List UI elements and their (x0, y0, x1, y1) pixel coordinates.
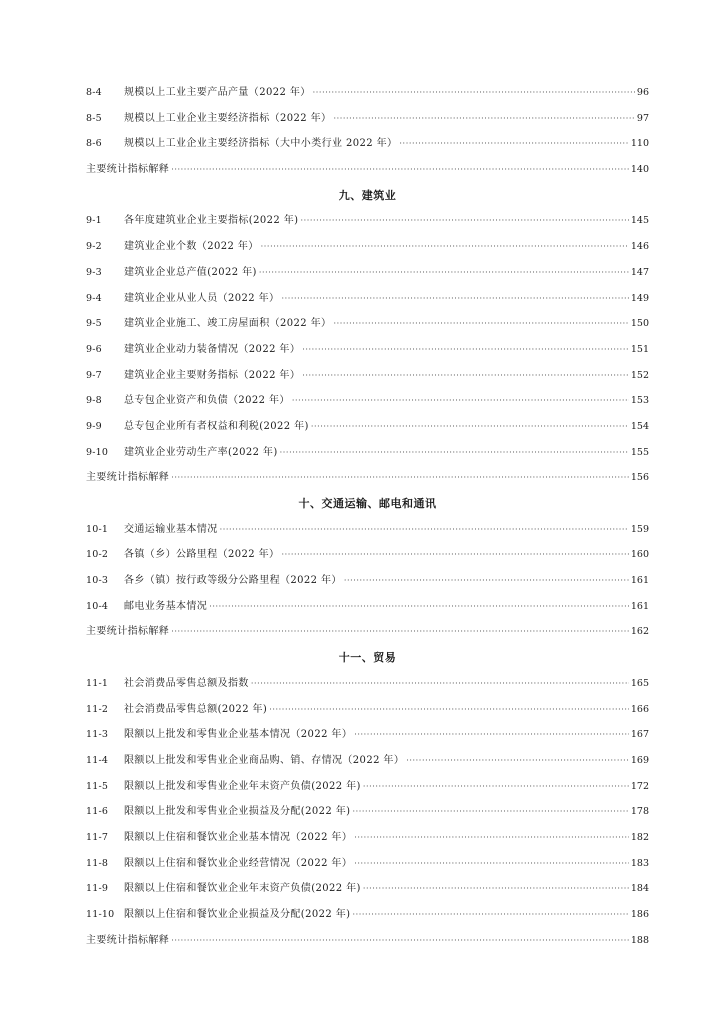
toc-entry[interactable] (86, 825, 649, 851)
entry-page-number: 160 (630, 549, 649, 561)
entry-page-number: 167 (630, 729, 649, 741)
entry-title: 各乡（镇）按行政等级分公路里程（2022 年） (124, 575, 342, 587)
dot-leader (261, 234, 629, 260)
entry-page-number: 146 (630, 241, 649, 253)
dot-leader (302, 363, 629, 389)
toc-entry[interactable] (86, 388, 649, 414)
toc-entry[interactable] (86, 542, 649, 568)
entry-number: 10-3 (86, 575, 109, 587)
entry-page-number: 96 (636, 87, 649, 98)
entry-number: 9-3 (86, 266, 102, 278)
toc-entry[interactable] (86, 722, 649, 748)
toc-entry[interactable] (86, 260, 649, 286)
entry-title: 建筑业企业个数（2022 年） (124, 241, 259, 253)
entry-title: 限额以上住宿和餐饮业企业基本情况（2022 年） (124, 831, 353, 843)
entry-page-number: 152 (630, 369, 649, 381)
entry-title: 建筑业企业总产值(2022 年) (124, 266, 257, 278)
entry-page-number: 97 (636, 112, 649, 124)
entry-page-number: 156 (630, 472, 649, 484)
dot-leader (354, 851, 629, 877)
toc-entry[interactable] (86, 928, 649, 954)
entry-title: 主要统计指标解释 (86, 934, 170, 946)
entry-number: 11-5 (86, 780, 109, 792)
entry-title: 限额以上住宿和餐饮业企业经营情况（2022 年） (124, 857, 353, 869)
toc-entry[interactable] (86, 851, 649, 877)
toc-entry[interactable] (86, 311, 649, 337)
toc-entry[interactable] (86, 106, 649, 132)
entry-page-number: 154 (630, 420, 649, 432)
toc-entry[interactable] (86, 80, 649, 106)
entry-page-number: 186 (630, 909, 649, 920)
toc-entry[interactable] (86, 363, 649, 389)
dot-leader (354, 722, 629, 748)
section-heading: 十、交通运输、邮电和通讯 (298, 497, 437, 510)
entry-title: 交通运输业基本情况 (124, 523, 218, 535)
entry-title: 总专包企业所有者权益和利税(2022 年) (124, 420, 309, 432)
entry-number: 10-1 (86, 523, 109, 535)
dot-leader (171, 465, 629, 491)
entry-title: 限额以上批发和零售业企业损益及分配(2022 年) (124, 806, 351, 818)
entry-page-number: 155 (630, 446, 649, 458)
entry-page-number: 165 (630, 677, 649, 689)
entry-title: 规模以上工业企业主要经济指标（2022 年） (124, 112, 332, 124)
dot-leader (354, 825, 629, 851)
entry-number: 11-9 (86, 883, 109, 895)
dot-leader (313, 80, 635, 106)
entry-page-number: 147 (630, 266, 649, 278)
dot-leader (352, 902, 628, 928)
toc-entry[interactable] (86, 337, 649, 363)
entry-page-number: 162 (630, 626, 649, 638)
entry-number: 11-4 (86, 754, 109, 766)
dot-leader (352, 799, 628, 825)
entry-number: 8-5 (86, 112, 102, 124)
entry-page-number: 145 (630, 215, 649, 227)
toc-entry[interactable] (86, 594, 649, 620)
dot-leader (363, 876, 629, 902)
dot-leader (280, 440, 629, 466)
dot-leader (292, 388, 629, 414)
dot-leader (300, 208, 628, 234)
entry-page-number: 166 (630, 703, 649, 715)
entry-number: 9-9 (86, 420, 102, 432)
toc-entry[interactable] (86, 465, 649, 491)
entry-title: 主要统计指标解释 (86, 164, 170, 176)
entry-page-number: 184 (630, 883, 649, 895)
section-heading: 十一、贸易 (338, 651, 397, 665)
dot-leader (171, 928, 629, 954)
entry-number: 9-2 (86, 241, 102, 253)
entry-title: 建筑业企业从业人员（2022 年） (124, 292, 280, 304)
entry-title: 限额以上批发和零售业企业基本情况（2022 年） (124, 729, 353, 741)
entry-number: 11-3 (86, 729, 109, 741)
entry-number: 9-10 (86, 446, 109, 458)
toc-entry[interactable] (86, 671, 649, 697)
entry-title: 主要统计指标解释 (86, 626, 170, 638)
dot-leader (333, 106, 634, 132)
entry-page-number: 183 (630, 857, 649, 869)
dot-leader (333, 311, 628, 337)
toc-entry[interactable] (86, 568, 649, 594)
toc-entry[interactable] (86, 234, 649, 260)
dot-leader (302, 337, 629, 363)
toc-entry[interactable] (86, 286, 649, 312)
dot-leader (344, 568, 629, 594)
toc-entry[interactable] (86, 131, 649, 157)
entry-title: 限额以上批发和零售业企业年末资产负债(2022 年) (124, 780, 361, 792)
entry-title: 建筑业企业动力装备情况（2022 年） (124, 343, 301, 355)
toc-entry[interactable] (86, 517, 649, 543)
entry-page-number: 182 (630, 831, 649, 843)
toc-entry[interactable] (86, 774, 649, 800)
dot-leader (259, 260, 629, 286)
dot-leader (399, 131, 628, 157)
entry-number: 9-6 (86, 343, 102, 355)
entry-number: 11-6 (86, 806, 109, 818)
entry-number: 11-2 (86, 703, 109, 715)
entry-number: 11-7 (86, 831, 109, 843)
entry-number: 11-10 (86, 909, 115, 920)
entry-page-number: 151 (630, 343, 649, 355)
entry-title: 建筑业企业劳动生产率(2022 年) (124, 446, 278, 458)
entry-page-number: 110 (630, 138, 649, 150)
toc-entry[interactable] (86, 902, 649, 928)
toc-entry[interactable] (86, 157, 649, 183)
entry-title: 社会消费品零售总额及指数 (124, 677, 249, 689)
entry-number: 8-6 (86, 138, 102, 150)
entry-number: 10-4 (86, 600, 109, 612)
toc-entry[interactable] (86, 799, 649, 825)
toc-entry[interactable] (86, 208, 649, 234)
entry-page-number: 188 (630, 934, 649, 946)
entry-number: 9-1 (86, 215, 102, 227)
toc-entry[interactable] (86, 748, 649, 774)
entry-number: 10-2 (86, 549, 109, 561)
dot-leader (209, 594, 629, 620)
dot-leader (406, 748, 629, 774)
toc-entry[interactable] (86, 414, 649, 440)
dot-leader (281, 286, 628, 312)
entry-number: 11-8 (86, 857, 109, 869)
entry-title: 限额以上住宿和餐饮业企业年末资产负债(2022 年) (124, 883, 361, 895)
dot-leader (269, 697, 629, 723)
dot-leader (251, 671, 629, 697)
entry-title: 主要统计指标解释 (86, 472, 170, 484)
entry-number: 11-1 (86, 677, 109, 689)
entry-title: 各镇（乡）公路里程（2022 年） (124, 549, 280, 561)
entry-title: 规模以上工业企业主要经济指标（大中小类行业 2022 年） (124, 138, 398, 150)
table-of-contents (86, 80, 649, 953)
entry-page-number: 172 (630, 780, 649, 792)
dot-leader (220, 517, 629, 543)
entry-number: 9-5 (86, 318, 102, 330)
entry-page-number: 149 (630, 292, 649, 304)
toc-entry[interactable] (86, 619, 649, 645)
entry-title: 建筑业企业施工、竣工房屋面积（2022 年） (124, 318, 332, 330)
entry-number: 8-4 (86, 87, 102, 98)
entry-page-number: 140 (630, 164, 649, 176)
entry-page-number: 161 (630, 600, 649, 612)
toc-entry[interactable] (86, 876, 649, 902)
dot-leader (281, 542, 628, 568)
entry-title: 社会消费品零售总额(2022 年) (124, 703, 268, 715)
entry-title: 总专包企业资产和负债（2022 年） (124, 395, 290, 407)
entry-title: 建筑业企业主要财务指标（2022 年） (124, 369, 301, 381)
entry-title: 限额以上批发和零售业企业商品购、销、存情况（2022 年） (124, 754, 405, 766)
entry-title: 各年度建筑业企业主要指标(2022 年) (124, 215, 299, 227)
entry-page-number: 169 (630, 754, 649, 766)
entry-title: 邮电业务基本情况 (124, 600, 208, 612)
entry-page-number: 161 (630, 575, 649, 587)
dot-leader (311, 414, 629, 440)
entry-number: 9-7 (86, 369, 102, 381)
toc-entry[interactable] (86, 697, 649, 723)
entry-page-number: 178 (630, 806, 649, 818)
entry-number: 9-4 (86, 292, 102, 304)
dot-leader (171, 157, 629, 183)
entry-page-number: 153 (630, 395, 649, 407)
section-heading: 九、建筑业 (338, 188, 397, 202)
entry-title: 规模以上工业主要产品产量（2022 年） (124, 87, 311, 98)
entry-page-number: 150 (630, 318, 649, 330)
dot-leader (363, 774, 629, 800)
entry-title: 限额以上住宿和餐饮业企业损益及分配(2022 年) (124, 909, 351, 920)
entry-number: 9-8 (86, 395, 102, 407)
entry-page-number: 159 (630, 523, 649, 535)
toc-entry[interactable] (86, 440, 649, 466)
dot-leader (171, 619, 629, 645)
